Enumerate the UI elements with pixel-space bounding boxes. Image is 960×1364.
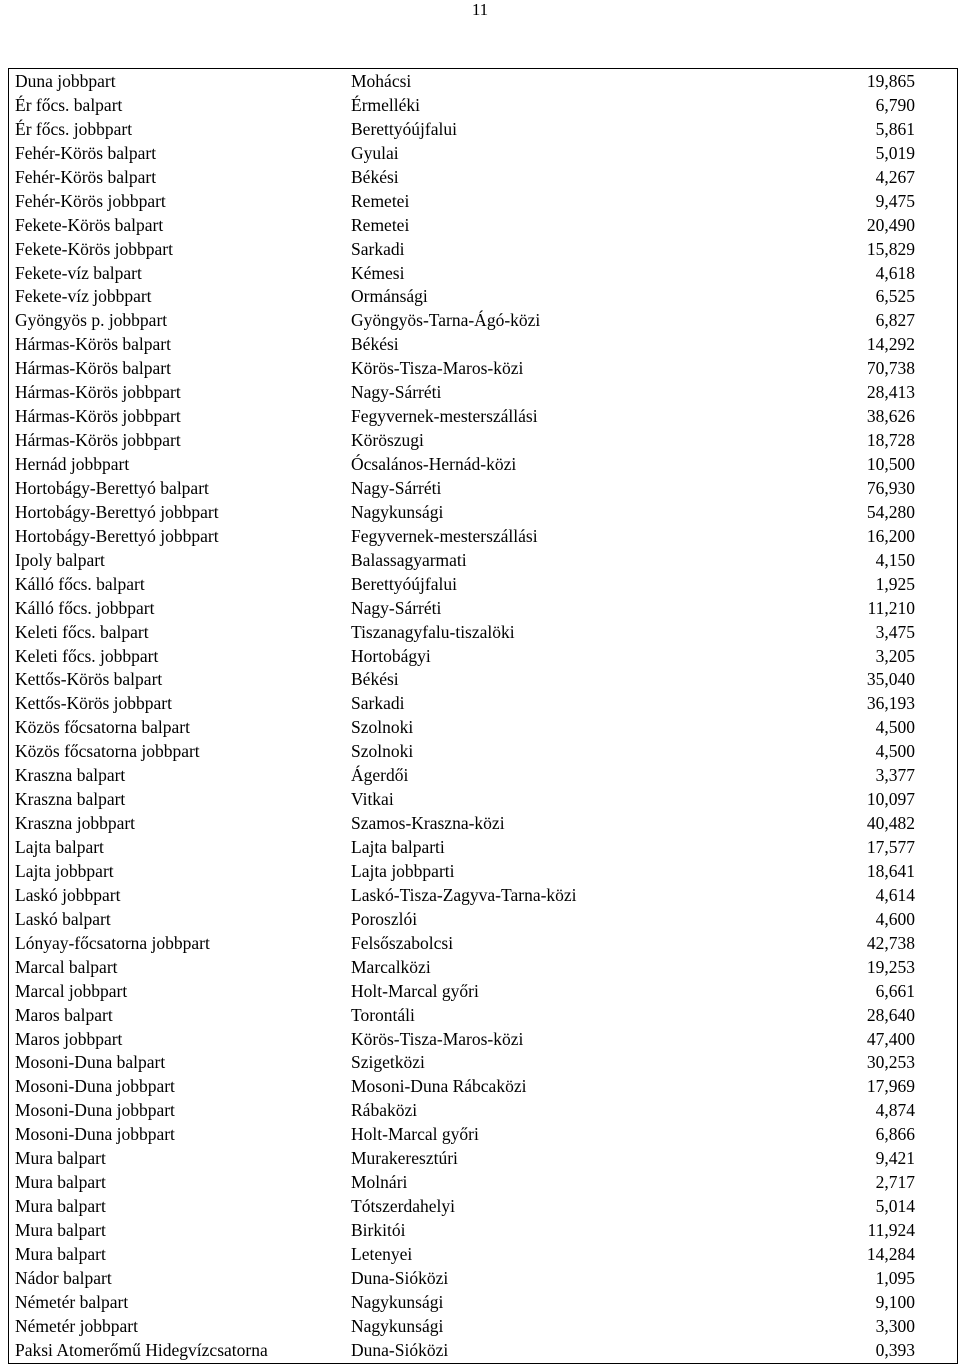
table-row: [9, 309, 957, 333]
section-name-cell: Kraszna balpart: [15, 789, 126, 810]
area-name-cell: Mosoni-Duna Rábcaközi: [351, 1076, 527, 1097]
section-name-cell: Lónyay-főcsatorna jobbpart: [15, 932, 210, 953]
value-cell: 3,205: [875, 645, 915, 666]
section-name-cell: Mura balpart: [15, 1220, 106, 1240]
value-cell: 4,600: [875, 908, 915, 929]
value-cell: 2,717: [875, 1172, 915, 1193]
value-cell: 11,210: [867, 597, 915, 618]
table-row: [9, 549, 957, 573]
value-cell: 14,284: [866, 1243, 915, 1264]
value-cell: 1,925: [875, 573, 915, 594]
section-name-cell: Kettős-Körös jobbpart: [15, 693, 172, 714]
area-name-cell: Nagykunsági: [351, 501, 444, 522]
area-name-cell: Nagykunsági: [351, 1315, 444, 1336]
section-name-cell: Kettős-Körös balpart: [15, 669, 163, 690]
table-row: [9, 1028, 957, 1052]
table-row: [9, 1147, 957, 1171]
area-name-cell: Hortobágyi: [351, 645, 431, 666]
section-name-cell: Németér jobbpart: [15, 1315, 138, 1336]
value-cell: 4,874: [875, 1100, 915, 1121]
table-row: [9, 94, 957, 118]
table-row: [9, 932, 957, 956]
section-name-cell: Mura balpart: [15, 1243, 106, 1264]
value-cell: 14,292: [866, 334, 915, 355]
section-name-cell: Fehér-Körös balpart: [15, 166, 157, 187]
section-name-cell: Mosoni-Duna balpart: [15, 1052, 166, 1073]
value-cell: 11,924: [867, 1220, 915, 1240]
area-name-cell: Duna-Sióközi: [351, 1339, 449, 1360]
section-name-cell: Hortobágy-Berettyó jobbpart: [15, 525, 219, 546]
table-row: [9, 1075, 957, 1099]
table-row: [9, 214, 957, 238]
table-row: [9, 333, 957, 357]
section-name-cell: Fekete-víz balpart: [15, 262, 142, 283]
section-name-cell: Hortobágy-Berettyó balpart: [15, 477, 209, 498]
table-row: [9, 1004, 957, 1028]
value-cell: 30,253: [866, 1052, 915, 1073]
table-row: [9, 1051, 957, 1075]
area-name-cell: Szigetközi: [351, 1052, 425, 1073]
area-name-cell: Holt-Marcal győri: [351, 980, 479, 1001]
table-row: [9, 285, 957, 309]
value-cell: 40,482: [866, 813, 915, 834]
value-cell: 4,614: [875, 884, 915, 905]
section-name-cell: Lajta balpart: [15, 837, 104, 857]
section-name-cell: Fehér-Körös balpart: [15, 142, 157, 163]
area-name-cell: Fegyvernek-mesterszállási: [351, 406, 538, 427]
value-cell: 17,577: [866, 837, 915, 857]
area-name-cell: Körös-Tisza-Maros-közi: [351, 358, 524, 379]
section-name-cell: Laskó balpart: [15, 908, 111, 929]
section-name-cell: Marcal balpart: [15, 956, 118, 977]
area-name-cell: Tótszerdahelyi: [351, 1196, 455, 1217]
table-row: [9, 764, 957, 788]
table-row: [9, 1339, 957, 1363]
area-name-cell: Békési: [351, 334, 399, 355]
section-name-cell: Hármas-Körös jobbpart: [15, 382, 181, 403]
area-name-cell: Berettyóújfalui: [351, 573, 457, 594]
table-row: [9, 1267, 957, 1291]
section-name-cell: Paksi Atomerőmű Hidegvízcsatorna: [15, 1339, 268, 1360]
area-name-cell: Békési: [351, 669, 399, 690]
table-row: [9, 1291, 957, 1315]
value-cell: 4,500: [875, 717, 915, 738]
section-name-cell: Keleti főcs. jobbpart: [15, 645, 159, 666]
area-name-cell: Ormánsági: [351, 286, 428, 307]
area-name-cell: Nagy-Sárréti: [351, 597, 442, 618]
table-row: [9, 525, 957, 549]
table-row: [9, 238, 957, 262]
value-cell: 42,738: [866, 932, 915, 953]
area-name-cell: Ágerdői: [351, 765, 409, 786]
table-row: [9, 692, 957, 716]
value-cell: 18,641: [866, 860, 915, 881]
table-row: [9, 1171, 957, 1195]
value-cell: 6,790: [875, 94, 915, 115]
page-number: 11: [471, 0, 489, 19]
section-name-cell: Hármas-Körös balpart: [15, 358, 171, 379]
section-name-cell: Hármas-Körös jobbpart: [15, 406, 181, 427]
area-name-cell: Gyöngyös-Tarna-Ágó-közi: [351, 310, 541, 331]
table-row: [9, 262, 957, 286]
section-name-cell: Lajta jobbpart: [15, 860, 114, 881]
value-cell: 28,640: [866, 1004, 915, 1025]
section-name-cell: Németér balpart: [15, 1291, 129, 1312]
section-name-cell: Marcal jobbpart: [15, 980, 128, 1001]
value-cell: 76,930: [866, 477, 915, 498]
table-row: [9, 357, 957, 381]
area-name-cell: Nagy-Sárréti: [351, 477, 442, 498]
table-row: [9, 573, 957, 597]
section-name-cell: Hernád jobbpart: [15, 454, 130, 474]
area-name-cell: Ócsalános-Hernád-közi: [351, 454, 517, 474]
value-cell: 9,421: [875, 1148, 915, 1169]
table-row: [9, 1195, 957, 1219]
table-row: [9, 645, 957, 669]
area-name-cell: Laskó-Tisza-Zagyva-Tarna-közi: [351, 884, 577, 905]
table-row: [9, 1219, 957, 1243]
area-name-cell: Kémesi: [351, 262, 405, 283]
area-name-cell: Letenyei: [351, 1243, 413, 1264]
table-row: [9, 142, 957, 166]
area-name-cell: Érmelléki: [351, 94, 421, 115]
area-name-cell: Szolnoki: [351, 741, 414, 762]
area-name-cell: Duna-Sióközi: [351, 1267, 449, 1288]
area-name-cell: Felsőszabolcsi: [351, 932, 454, 953]
section-name-cell: Nádor balpart: [15, 1267, 112, 1288]
table-row: [9, 860, 957, 884]
value-cell: 4,150: [875, 549, 915, 570]
value-cell: 9,475: [875, 190, 915, 211]
table-row: [9, 716, 957, 740]
table-row: [9, 405, 957, 429]
section-name-cell: Kálló főcs. balpart: [15, 573, 145, 594]
area-name-cell: Tiszanagyfalu-tiszalöki: [351, 621, 515, 642]
table-row: [9, 836, 957, 860]
area-name-cell: Békési: [351, 166, 399, 187]
area-name-cell: Birkitói: [351, 1220, 406, 1240]
value-cell: 1,095: [875, 1267, 915, 1288]
area-name-cell: Sarkadi: [351, 238, 405, 259]
section-name-cell: Fehér-Körös jobbpart: [15, 190, 166, 211]
value-cell: 5,014: [875, 1196, 915, 1217]
area-name-cell: Remetei: [351, 190, 410, 211]
section-name-cell: Maros balpart: [15, 1004, 113, 1025]
section-name-cell: Kálló főcs. jobbpart: [15, 597, 155, 618]
value-cell: 3,377: [875, 765, 915, 786]
table-row: [9, 1123, 957, 1147]
area-name-cell: Lajta jobbparti: [351, 860, 455, 881]
table-row: [9, 1099, 957, 1123]
table-row: [9, 190, 957, 214]
area-name-cell: Köröszugi: [351, 430, 424, 451]
section-name-cell: Ér főcs. jobbpart: [15, 118, 133, 139]
section-name-cell: Hármas-Körös balpart: [15, 334, 171, 355]
value-cell: 47,400: [866, 1028, 915, 1049]
area-name-cell: Nagykunsági: [351, 1291, 444, 1312]
value-cell: 6,525: [875, 286, 915, 307]
section-name-cell: Fekete-víz jobbpart: [15, 286, 152, 307]
value-cell: 36,193: [866, 693, 915, 714]
area-name-cell: Berettyóújfalui: [351, 118, 457, 139]
value-cell: 17,969: [866, 1076, 915, 1097]
section-name-cell: Hortobágy-Berettyó jobbpart: [15, 501, 219, 522]
section-name-cell: Ipoly balpart: [15, 549, 105, 570]
section-name-cell: Kraszna balpart: [15, 765, 126, 786]
table-row: [9, 740, 957, 764]
section-name-cell: Keleti főcs. balpart: [15, 621, 149, 642]
table-row: [9, 477, 957, 501]
value-cell: 4,618: [875, 262, 915, 283]
table-row: [9, 1315, 957, 1339]
value-cell: 38,626: [866, 406, 915, 427]
section-name-cell: Fekete-Körös balpart: [15, 214, 164, 235]
value-cell: 10,500: [866, 454, 915, 474]
area-name-cell: Fegyvernek-mesterszállási: [351, 525, 538, 546]
table-row: [9, 1243, 957, 1267]
value-cell: 10,097: [866, 789, 915, 810]
value-cell: 6,661: [875, 980, 915, 1001]
area-name-cell: Szolnoki: [351, 717, 414, 738]
table-row: [9, 788, 957, 812]
value-cell: 4,500: [875, 741, 915, 762]
area-name-cell: Vitkai: [351, 789, 394, 810]
table-row: [9, 453, 957, 477]
value-cell: 4,267: [875, 166, 915, 187]
table-row: [9, 597, 957, 621]
table-row: [9, 908, 957, 932]
area-name-cell: Balassagyarmati: [351, 549, 467, 570]
area-name-cell: Murakeresztúri: [351, 1148, 458, 1169]
section-name-cell: Mura balpart: [15, 1196, 106, 1217]
table-row: [9, 884, 957, 908]
area-name-cell: Molnári: [351, 1172, 408, 1193]
table-row: [9, 501, 957, 525]
value-cell: 54,280: [866, 501, 915, 522]
area-name-cell: Nagy-Sárréti: [351, 382, 442, 403]
section-name-cell: Ér főcs. balpart: [15, 94, 123, 115]
section-name-cell: Gyöngyös p. jobbpart: [15, 310, 168, 331]
table-row: [9, 668, 957, 692]
value-cell: 18,728: [866, 430, 915, 451]
area-name-cell: Holt-Marcal győri: [351, 1124, 479, 1145]
section-name-cell: Maros jobbpart: [15, 1028, 123, 1049]
area-name-cell: Lajta balparti: [351, 837, 445, 857]
section-name-cell: Mosoni-Duna jobbpart: [15, 1076, 175, 1097]
table-row: [9, 956, 957, 980]
area-name-cell: Torontáli: [351, 1004, 415, 1025]
table-row: [9, 166, 957, 190]
area-name-cell: Sarkadi: [351, 693, 405, 714]
value-cell: 19,865: [866, 71, 915, 91]
section-name-cell: Fekete-Körös jobbpart: [15, 238, 173, 259]
area-name-cell: Remetei: [351, 214, 410, 235]
section-name-cell: Hármas-Körös jobbpart: [15, 430, 181, 451]
section-name-cell: Laskó jobbpart: [15, 884, 121, 905]
value-cell: 35,040: [866, 669, 915, 690]
value-cell: 3,300: [875, 1315, 915, 1336]
value-cell: 6,866: [875, 1124, 915, 1145]
section-name-cell: Mosoni-Duna jobbpart: [15, 1100, 175, 1121]
value-cell: 20,490: [866, 214, 915, 235]
table-row: [9, 812, 957, 836]
area-name-cell: Gyulai: [351, 142, 399, 163]
value-cell: 9,100: [875, 1291, 915, 1312]
area-name-cell: Mohácsi: [351, 71, 412, 91]
value-cell: 28,413: [866, 382, 915, 403]
section-name-cell: Mosoni-Duna jobbpart: [15, 1124, 175, 1145]
area-name-cell: Marcalközi: [351, 956, 431, 977]
area-name-cell: Rábaközi: [351, 1100, 418, 1121]
data-table: [8, 68, 958, 1364]
value-cell: 16,200: [866, 525, 915, 546]
area-name-cell: Körös-Tisza-Maros-közi: [351, 1028, 524, 1049]
section-name-cell: Mura balpart: [15, 1148, 106, 1169]
table-row: [9, 429, 957, 453]
value-cell: 15,829: [866, 238, 915, 259]
value-cell: 3,475: [875, 621, 915, 642]
value-cell: 70,738: [866, 358, 915, 379]
value-cell: 5,861: [875, 118, 915, 139]
section-name-cell: Kraszna jobbpart: [15, 813, 136, 834]
section-name-cell: Duna jobbpart: [15, 71, 116, 91]
value-cell: 6,827: [875, 310, 915, 331]
section-name-cell: Közös főcsatorna balpart: [15, 717, 190, 738]
value-cell: 0,393: [875, 1339, 915, 1360]
section-name-cell: Közös főcsatorna jobbpart: [15, 741, 200, 762]
value-cell: 19,253: [866, 956, 915, 977]
table-row: [9, 980, 957, 1004]
area-name-cell: Szamos-Kraszna-közi: [351, 813, 505, 834]
area-name-cell: Poroszlói: [351, 908, 418, 929]
table-row: [9, 381, 957, 405]
table-row: [9, 621, 957, 645]
table-row: [9, 70, 957, 94]
section-name-cell: Mura balpart: [15, 1172, 106, 1193]
value-cell: 5,019: [875, 142, 915, 163]
table-row: [9, 118, 957, 142]
